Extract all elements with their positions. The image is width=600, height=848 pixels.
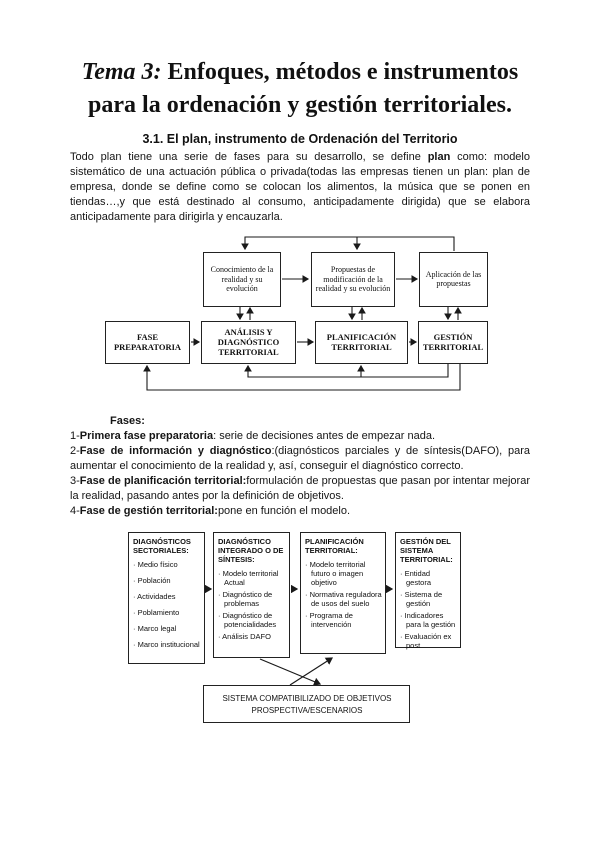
column-title: DIAGNÓSTICO INTEGRADO O DE SÍNTESIS: bbox=[218, 536, 284, 564]
box-planificacion-territorial: PLANIFICACIÓN TERRITORIAL bbox=[315, 321, 408, 364]
fase-description: : serie de decisiones antes de empezar nada. bbox=[213, 429, 436, 442]
box-gestion-territorial: GESTIÓN TERRITORIAL bbox=[418, 321, 488, 364]
fase-description: :(diagnósticos parciales y de síntesis(DAFO), para aumentar el conocimiento de la realidad y, así, conseguir el diagnóstico correcto. bbox=[70, 444, 530, 472]
section-heading: 3.1. El plan, instrumento de Ordenación del Territorio bbox=[142, 132, 458, 147]
box-diagnostico-integrado bbox=[213, 532, 290, 658]
fase-title: Fase de información y diagnóstico bbox=[79, 444, 272, 457]
list-item: · Diagnóstico de potencialidades bbox=[218, 611, 286, 629]
fase-number: 3- bbox=[70, 474, 80, 487]
column-title: DIAGNÓSTICOS SECTORIALES: bbox=[133, 536, 191, 555]
box-gestion-sistema-territorial bbox=[395, 532, 461, 648]
page-title bbox=[70, 56, 530, 122]
fase-title: Fase de gestión territorial: bbox=[79, 504, 218, 517]
list-item: · Marco institucional bbox=[133, 640, 201, 649]
list-item: · Marco legal bbox=[133, 624, 201, 633]
fases-heading: Fases: bbox=[110, 414, 145, 427]
list-item: · Indicadores para la gestión bbox=[400, 611, 457, 629]
plan-term: plan bbox=[427, 151, 451, 164]
list-item: · Poblamiento bbox=[133, 608, 201, 617]
box-propuestas-modificacion: Propuestas de modificación de la realidad y su evolución bbox=[311, 252, 395, 307]
fase-item bbox=[70, 474, 530, 504]
fase-item bbox=[70, 444, 530, 474]
fase-title: Primera fase preparatoria bbox=[79, 429, 214, 442]
list-item: · Sistema de gestión bbox=[400, 590, 457, 608]
list-item: · Actividades bbox=[133, 592, 201, 601]
list-item: · Modelo territorial Actual bbox=[218, 569, 286, 587]
planning-stages-diagram bbox=[70, 529, 530, 729]
bottom-box-line2: PROSPECTIVA/ESCENARIOS bbox=[251, 705, 363, 715]
fase-number: 1- bbox=[70, 429, 80, 442]
box-planificacion-territorial-detalle bbox=[300, 532, 386, 654]
title-text: Enfoques, métodos e instrumentos para la ordenación y gestión territoriales. bbox=[88, 59, 519, 119]
bottom-box-line1: SISTEMA COMPATIBILIZADO DE OBJETIVOS bbox=[222, 693, 392, 703]
list-item: · Entidad gestora bbox=[400, 569, 457, 587]
fase-description: pone en función el modelo. bbox=[217, 504, 351, 517]
intro-text-1: Todo plan tiene una serie de fases para su desarrollo, se define bbox=[70, 151, 428, 164]
fase-item bbox=[70, 504, 530, 519]
fase-item bbox=[70, 429, 530, 444]
title-topic: Tema 3: bbox=[81, 59, 162, 85]
plan-phases-flow-diagram bbox=[103, 231, 495, 403]
list-item: · Población bbox=[133, 576, 201, 585]
box-conocimiento-realidad: Conocimiento de la realidad y su evolución bbox=[203, 252, 281, 307]
list-item: · Modelo territorial futuro o imagen objetivo bbox=[305, 560, 382, 587]
list-item: · Normativa reguladora de usos del suelo bbox=[305, 590, 382, 608]
fase-number: 2- bbox=[70, 444, 80, 457]
fase-title: Fase de planificación territorial: bbox=[79, 474, 247, 487]
box-fase-preparatoria: FASE PREPARATORIA bbox=[105, 321, 190, 364]
column-title: PLANIFICACIÓN TERRITORIAL: bbox=[305, 536, 364, 555]
list-item: · Diagnóstico de problemas bbox=[218, 590, 286, 608]
intro-paragraph bbox=[70, 150, 530, 225]
intro-text-2: como: modelo sistemático de una actuación pública o privada(todas las empresas tienen un plan: plan de empresa, donde se define como se colocan los alimentos, la música que se ponen en tiendas…,y que está destinado al consumo, anticipadamente dirigida) que se elabora anticipadamente para dirigirla y encauzarla. bbox=[70, 151, 530, 224]
fase-description: formulación de propuestas que pasan por intentar mejorar la realidad, pasando antes por la definición de objetivos. bbox=[70, 474, 530, 502]
column-title: GESTIÓN DEL SISTEMA TERRITORIAL: bbox=[400, 536, 453, 564]
box-sistema-compatibilizado bbox=[203, 685, 410, 723]
list-item: · Evaluación ex post bbox=[400, 632, 457, 650]
box-analisis-diagnostico: ANÁLISIS Y DIAGNÓSTICO TERRITORIAL bbox=[201, 321, 296, 364]
list-item: · Programa de intervención bbox=[305, 611, 382, 629]
list-item: · Medio físico bbox=[133, 560, 201, 569]
fase-number: 4- bbox=[70, 504, 80, 517]
box-aplicacion-propuestas: Aplicación de las propuestas bbox=[419, 252, 488, 307]
list-item: · Análisis DAFO bbox=[218, 632, 286, 641]
box-diagnosticos-sectoriales bbox=[128, 532, 205, 664]
